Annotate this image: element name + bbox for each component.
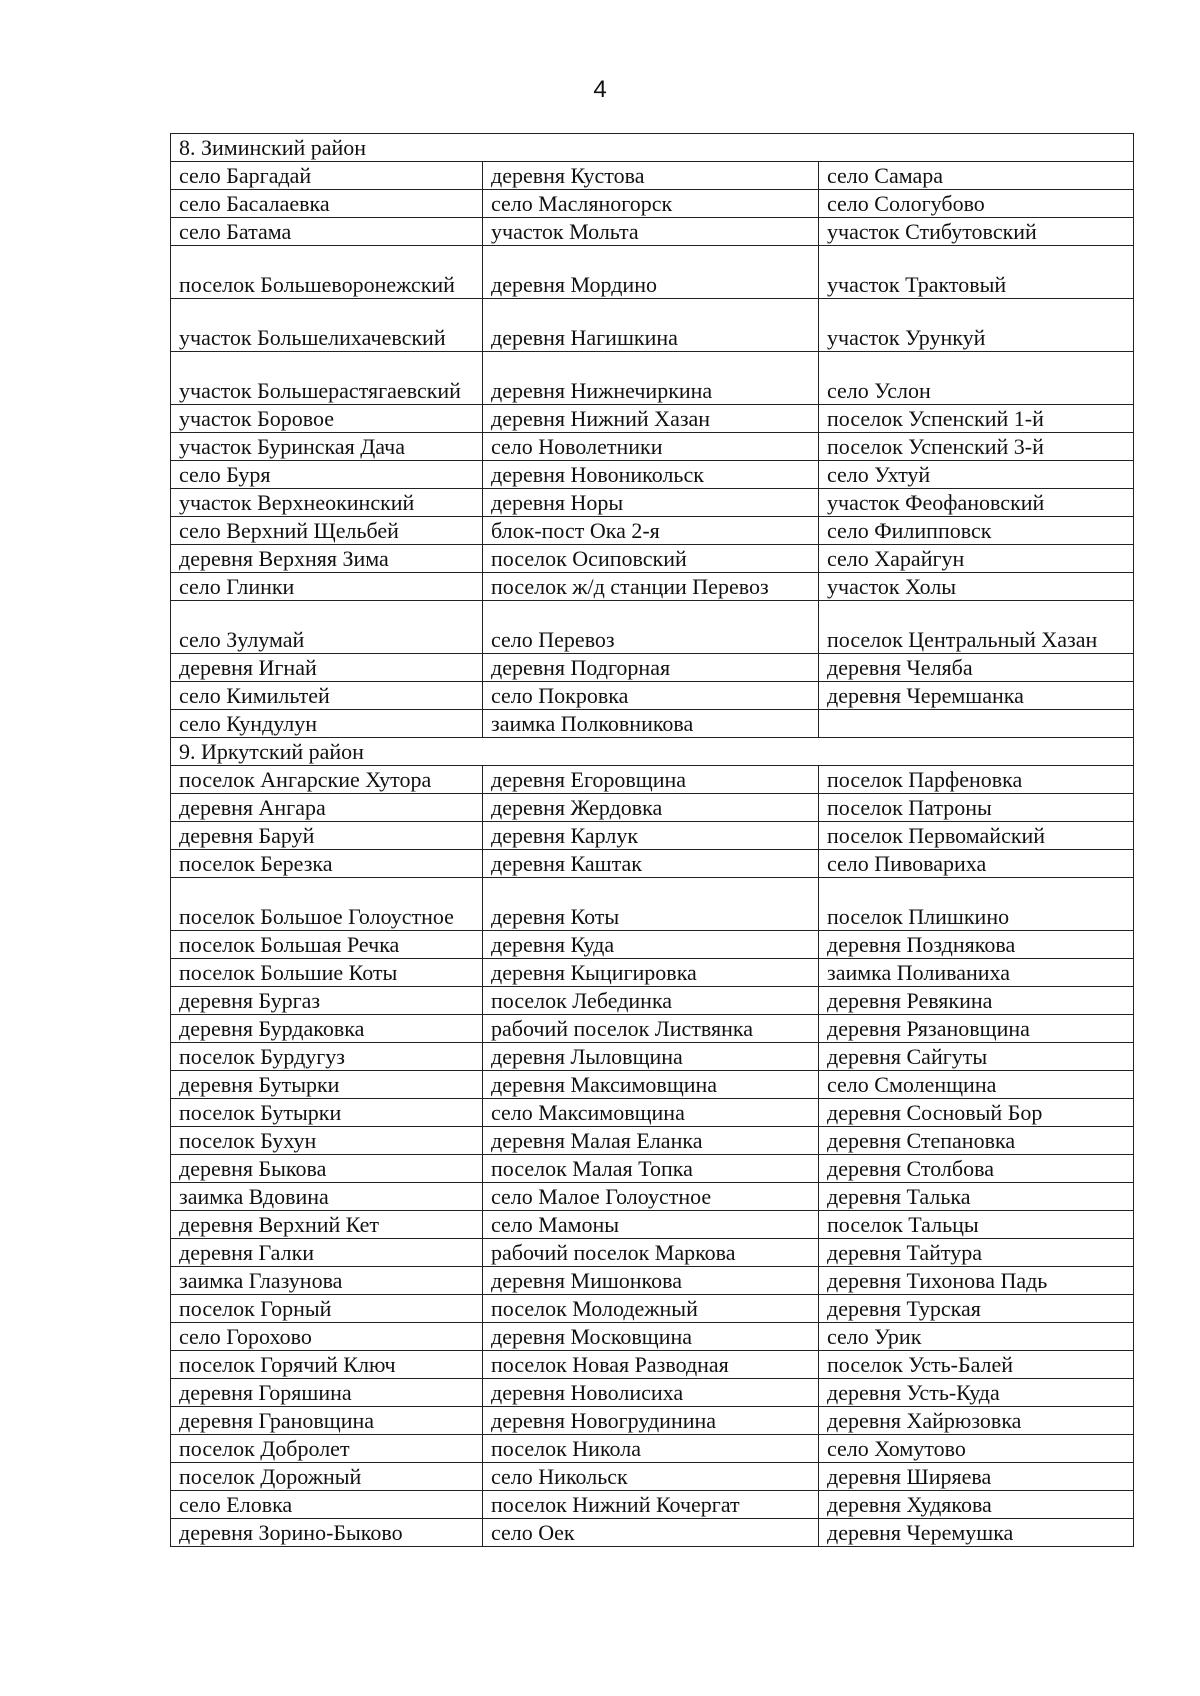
settlement-cell: село Услон xyxy=(819,352,1134,405)
table-row xyxy=(171,1043,1134,1071)
settlement-cell: деревня Сайгуты xyxy=(819,1043,1134,1071)
table-row xyxy=(171,959,1134,987)
table-row xyxy=(171,218,1134,246)
settlement-cell: село Буря xyxy=(171,461,483,489)
table-row xyxy=(171,822,1134,850)
settlement-cell: деревня Нижнечиркина xyxy=(483,352,819,405)
settlement-cell: поселок Нижний Кочергат xyxy=(483,1491,819,1519)
settlement-cell: поселок Горный xyxy=(171,1295,483,1323)
settlement-cell: заимка Поливаниха xyxy=(819,959,1134,987)
table-row xyxy=(171,1407,1134,1435)
settlement-cell: село Глинки xyxy=(171,573,483,601)
settlement-cell: деревня Егоровщина xyxy=(483,766,819,794)
table-row xyxy=(171,461,1134,489)
settlement-cell: участок Урункуй xyxy=(819,299,1134,352)
table-row xyxy=(171,1239,1134,1267)
settlement-cell: поселок Молодежный xyxy=(483,1295,819,1323)
settlement-cell: деревня Галки xyxy=(171,1239,483,1267)
table-row xyxy=(171,1379,1134,1407)
settlement-cell: деревня Каштак xyxy=(483,850,819,878)
district-title: 8. Зиминский район xyxy=(171,134,1134,162)
table-row xyxy=(171,545,1134,573)
table-row xyxy=(171,1267,1134,1295)
settlement-cell: село Самара xyxy=(819,162,1134,190)
settlement-cell: село Максимовщина xyxy=(483,1099,819,1127)
district-title: 9. Иркутский район xyxy=(171,738,1134,766)
settlement-cell: поселок Дорожный xyxy=(171,1463,483,1491)
settlement-cell: село Батама xyxy=(171,218,483,246)
settlement-cell: участок Верхнеокинский xyxy=(171,489,483,517)
settlement-cell: деревня Карлук xyxy=(483,822,819,850)
settlement-cell: поселок Новая Разводная xyxy=(483,1351,819,1379)
settlement-cell: деревня Хайрюзовка xyxy=(819,1407,1134,1435)
settlement-cell: поселок Успенский 1-й xyxy=(819,405,1134,433)
table-row xyxy=(171,1435,1134,1463)
settlement-cell: деревня Бутырки xyxy=(171,1071,483,1099)
settlement-cell: деревня Тайтура xyxy=(819,1239,1134,1267)
settlement-cell: село Филипповск xyxy=(819,517,1134,545)
table-row xyxy=(171,352,1134,405)
settlement-cell: поселок Большое Голоустное xyxy=(171,878,483,931)
settlement-cell: деревня Позднякова xyxy=(819,931,1134,959)
settlement-cell: деревня Максимовщина xyxy=(483,1071,819,1099)
settlement-cell: село Хомутово xyxy=(819,1435,1134,1463)
table-row xyxy=(171,1295,1134,1323)
settlement-cell: заимка Глазунова xyxy=(171,1267,483,1295)
table-row xyxy=(171,931,1134,959)
settlement-cell: поселок Бурдугуз xyxy=(171,1043,483,1071)
settlement-cell: деревня Худякова xyxy=(819,1491,1134,1519)
settlement-cell: поселок Ангарские Хутора xyxy=(171,766,483,794)
settlement-cell: деревня Кыцигировка xyxy=(483,959,819,987)
table-row xyxy=(171,489,1134,517)
settlement-cell: поселок Бутырки xyxy=(171,1099,483,1127)
settlement-cell: село Никольск xyxy=(483,1463,819,1491)
table-row xyxy=(171,1323,1134,1351)
settlement-cell: деревня Тихонова Падь xyxy=(819,1267,1134,1295)
settlement-cell: поселок Лебединка xyxy=(483,987,819,1015)
settlement-cell: участок Большелихачевский xyxy=(171,299,483,352)
settlement-cell: деревня Нагишкина xyxy=(483,299,819,352)
table-row xyxy=(171,1099,1134,1127)
settlement-cell: заимка Вдовина xyxy=(171,1183,483,1211)
settlement-cell: участок Холы xyxy=(819,573,1134,601)
settlement-cell: деревня Норы xyxy=(483,489,819,517)
settlement-cell: поселок Первомайский xyxy=(819,822,1134,850)
settlement-cell: деревня Куда xyxy=(483,931,819,959)
settlement-cell: деревня Кустова xyxy=(483,162,819,190)
settlement-cell: село Баргадай xyxy=(171,162,483,190)
settlement-cell: заимка Полковникова xyxy=(483,710,819,738)
settlement-cell: поселок Центральный Хазан xyxy=(819,601,1134,654)
settlement-cell: село Кундулун xyxy=(171,710,483,738)
settlement-cell: поселок Никола xyxy=(483,1435,819,1463)
table-row xyxy=(171,1071,1134,1099)
settlement-cell: деревня Ширяева xyxy=(819,1463,1134,1491)
settlement-cell: деревня Коты xyxy=(483,878,819,931)
table-row xyxy=(171,433,1134,461)
settlement-cell: рабочий поселок Маркова xyxy=(483,1239,819,1267)
settlement-cell: участок Трактовый xyxy=(819,246,1134,299)
settlement-cell: село Мамоны xyxy=(483,1211,819,1239)
settlement-cell: деревня Московщина xyxy=(483,1323,819,1351)
settlement-cell: деревня Бургаз xyxy=(171,987,483,1015)
district-header-row xyxy=(171,134,1134,162)
settlement-cell: поселок Добролет xyxy=(171,1435,483,1463)
settlement-cell: поселок Большие Коты xyxy=(171,959,483,987)
settlement-cell: деревня Мордино xyxy=(483,246,819,299)
table-row xyxy=(171,1519,1134,1547)
settlement-cell: поселок ж/д станции Перевоз xyxy=(483,573,819,601)
settlement-cell: деревня Мишонкова xyxy=(483,1267,819,1295)
table-row xyxy=(171,1155,1134,1183)
settlement-cell: деревня Талька xyxy=(819,1183,1134,1211)
table-row xyxy=(171,1183,1134,1211)
settlement-cell: деревня Новоникольск xyxy=(483,461,819,489)
settlement-cell: поселок Березка xyxy=(171,850,483,878)
table-row xyxy=(171,654,1134,682)
settlement-cell: рабочий поселок Листвянка xyxy=(483,1015,819,1043)
settlement-cell xyxy=(819,710,1134,738)
settlement-cell: участок Боровое xyxy=(171,405,483,433)
settlement-cell: село Харайгун xyxy=(819,545,1134,573)
table-row xyxy=(171,682,1134,710)
settlement-cell: деревня Новолисиха xyxy=(483,1379,819,1407)
settlement-cell: село Перевоз xyxy=(483,601,819,654)
table-row xyxy=(171,246,1134,299)
settlement-cell: деревня Усть-Куда xyxy=(819,1379,1134,1407)
table-row xyxy=(171,1463,1134,1491)
settlement-cell: деревня Турская xyxy=(819,1295,1134,1323)
settlement-cell: деревня Жердовка xyxy=(483,794,819,822)
table-row xyxy=(171,766,1134,794)
settlements-table xyxy=(170,133,1134,1547)
settlement-cell: поселок Плишкино xyxy=(819,878,1134,931)
settlement-cell: поселок Малая Топка xyxy=(483,1155,819,1183)
settlement-cell: село Сологубово xyxy=(819,190,1134,218)
settlement-cell: поселок Большая Речка xyxy=(171,931,483,959)
settlement-cell: село Смоленщина xyxy=(819,1071,1134,1099)
settlement-cell: участок Мольта xyxy=(483,218,819,246)
settlement-cell: поселок Горячий Ключ xyxy=(171,1351,483,1379)
table-row xyxy=(171,1211,1134,1239)
settlement-cell: блок-пост Ока 2-я xyxy=(483,517,819,545)
settlement-cell: деревня Малая Еланка xyxy=(483,1127,819,1155)
settlement-cell: деревня Грановщина xyxy=(171,1407,483,1435)
settlement-cell: поселок Бухун xyxy=(171,1127,483,1155)
settlement-cell: поселок Усть-Балей xyxy=(819,1351,1134,1379)
settlement-cell: деревня Баруй xyxy=(171,822,483,850)
table-row xyxy=(171,794,1134,822)
settlement-cell: деревня Новогрудинина xyxy=(483,1407,819,1435)
settlement-cell: деревня Игнай xyxy=(171,654,483,682)
table-row xyxy=(171,878,1134,931)
settlement-cell: село Новолетники xyxy=(483,433,819,461)
settlement-cell: село Масляногорск xyxy=(483,190,819,218)
table-row xyxy=(171,190,1134,218)
settlement-cell: деревня Рязановщина xyxy=(819,1015,1134,1043)
settlement-cell: поселок Осиповский xyxy=(483,545,819,573)
settlement-cell: участок Буринская Дача xyxy=(171,433,483,461)
table-row xyxy=(171,517,1134,545)
settlement-cell: деревня Быкова xyxy=(171,1155,483,1183)
settlement-cell: село Покровка xyxy=(483,682,819,710)
settlement-cell: деревня Верхний Кет xyxy=(171,1211,483,1239)
settlement-cell: село Горохово xyxy=(171,1323,483,1351)
settlement-cell: участок Большерастягаевский xyxy=(171,352,483,405)
settlement-cell: село Кимильтей xyxy=(171,682,483,710)
settlement-cell: деревня Челяба xyxy=(819,654,1134,682)
table-row xyxy=(171,162,1134,190)
settlement-cell: деревня Зорино-Быково xyxy=(171,1519,483,1547)
settlement-cell: деревня Черемушка xyxy=(819,1519,1134,1547)
settlement-cell: село Пивовариха xyxy=(819,850,1134,878)
settlement-cell: деревня Лыловщина xyxy=(483,1043,819,1071)
table-row xyxy=(171,573,1134,601)
table-row xyxy=(171,1491,1134,1519)
settlements-table-body xyxy=(171,134,1134,1547)
table-row xyxy=(171,601,1134,654)
table-row xyxy=(171,710,1134,738)
settlement-cell: село Зулумай xyxy=(171,601,483,654)
settlement-cell: деревня Верхняя Зима xyxy=(171,545,483,573)
settlement-cell: село Ухтуй xyxy=(819,461,1134,489)
settlement-cell: поселок Успенский 3-й xyxy=(819,433,1134,461)
page-number: 4 xyxy=(593,76,607,103)
settlement-cell: деревня Столбова xyxy=(819,1155,1134,1183)
settlement-cell: деревня Горяшина xyxy=(171,1379,483,1407)
settlement-cell: село Оек xyxy=(483,1519,819,1547)
settlement-cell: село Малое Голоустное xyxy=(483,1183,819,1211)
settlement-cell: участок Стибутовский xyxy=(819,218,1134,246)
settlement-cell: поселок Парфеновка xyxy=(819,766,1134,794)
table-row xyxy=(171,299,1134,352)
table-row xyxy=(171,987,1134,1015)
settlement-cell: участок Феофановский xyxy=(819,489,1134,517)
settlement-cell: деревня Бурдаковка xyxy=(171,1015,483,1043)
table-row xyxy=(171,405,1134,433)
settlement-cell: село Еловка xyxy=(171,1491,483,1519)
settlement-cell: село Урик xyxy=(819,1323,1134,1351)
table-row xyxy=(171,1015,1134,1043)
settlement-cell: деревня Сосновый Бор xyxy=(819,1099,1134,1127)
district-header-row xyxy=(171,738,1134,766)
settlement-cell: деревня Степановка xyxy=(819,1127,1134,1155)
settlement-cell: село Басалаевка xyxy=(171,190,483,218)
settlement-cell: деревня Подгорная xyxy=(483,654,819,682)
table-row xyxy=(171,1127,1134,1155)
table-row xyxy=(171,850,1134,878)
settlement-cell: деревня Нижний Хазан xyxy=(483,405,819,433)
settlement-cell: село Верхний Щельбей xyxy=(171,517,483,545)
table-row xyxy=(171,1351,1134,1379)
settlement-cell: поселок Большеворонежский xyxy=(171,246,483,299)
settlement-cell: поселок Патроны xyxy=(819,794,1134,822)
settlement-cell: деревня Ревякина xyxy=(819,987,1134,1015)
settlement-cell: деревня Ангара xyxy=(171,794,483,822)
settlement-cell: деревня Черемшанка xyxy=(819,682,1134,710)
settlement-cell: поселок Тальцы xyxy=(819,1211,1134,1239)
